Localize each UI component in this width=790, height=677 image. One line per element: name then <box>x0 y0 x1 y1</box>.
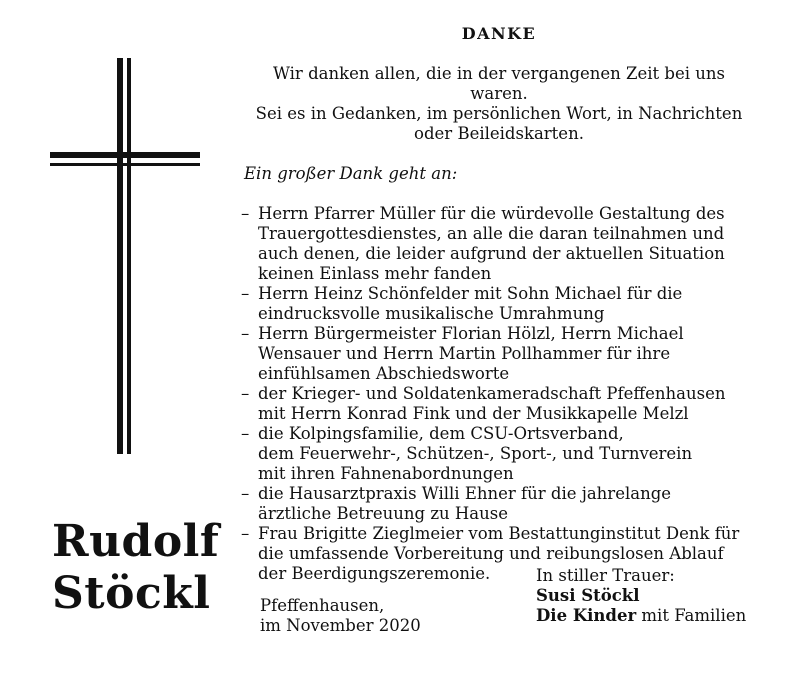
dash-icon: – <box>241 424 250 443</box>
dash-icon: – <box>241 324 250 343</box>
intro-line: Sei es in Gedanken, im persönlichen Wort, in Nachrichten <box>255 104 743 123</box>
list-item: – der Krieger- und Soldatenkameradschaft Pfeffenhausen mit Herrn Konrad Fink und der Musikkapelle Melzl <box>241 384 726 423</box>
mourner-children: Die Kinder <box>536 606 637 625</box>
page-title: DANKE <box>461 24 537 43</box>
footer <box>260 566 760 635</box>
dash-icon: – <box>241 484 250 503</box>
announcement-body <box>241 24 754 584</box>
place-date-text: im November 2020 <box>260 616 421 635</box>
dash-icon: – <box>241 284 250 303</box>
list-item: – Herrn Pfarrer Müller für die würdevolle Gestaltung des Trauergottesdienstes, an alle die daran teilnahmen und auch denen, die leider aufgrund der aktuellen Situation keinen Einlass mehr fanden <box>241 204 725 283</box>
mourner-name: Susi Stöckl <box>536 586 640 605</box>
dash-icon: – <box>241 384 250 403</box>
cross-icon <box>0 0 230 470</box>
deceased-first-name: Rudolf <box>52 516 220 567</box>
deceased-last-name: Stöckl <box>52 568 211 619</box>
list-item: – Herrn Bürgermeister Florian Hölzl, Herrn Michael Wensauer und Herrn Martin Pollhammer für ihre einfühlsamen Abschiedsworte <box>241 324 684 383</box>
list-item: – die Hausarztpraxis Willi Ehner für die jahrelange ärztliche Betreuung zu Hause <box>241 484 672 523</box>
dash-icon: – <box>241 524 250 543</box>
intro-line: oder Beileidskarten. <box>414 124 584 143</box>
mourner-families: mit Familien <box>636 606 747 625</box>
list-item: – die Kolpingsfamilie, dem CSU-Ortsverband, dem Feuerwehr-, Schützen-, Sport-, und Turnverein mit ihren Fahnenabordnungen <box>241 424 693 483</box>
mourners <box>536 566 746 626</box>
list-item: – Frau Brigitte Zieglmeier vom Bestattunginstitut Denk für die umfassende Vorbereitung und reibungslosen Ablauf der Beerdigungszeremonie. <box>241 524 740 583</box>
intro-line: Wir danken allen, die in der vergangenen Zeit bei uns waren. <box>272 64 725 103</box>
mourners-intro: In stiller Trauer: <box>536 566 675 585</box>
dash-icon: – <box>241 204 250 223</box>
thanks-heading: Ein großer Dank geht an: <box>244 164 458 183</box>
thanks-list <box>241 204 754 584</box>
place-city: Pfeffenhausen, <box>260 596 385 615</box>
list-item: – Herrn Heinz Schönfelder mit Sohn Michael für die eindrucksvolle musikalische Umrahmung <box>241 284 683 323</box>
place-date <box>260 596 421 636</box>
intro-text <box>244 64 754 144</box>
